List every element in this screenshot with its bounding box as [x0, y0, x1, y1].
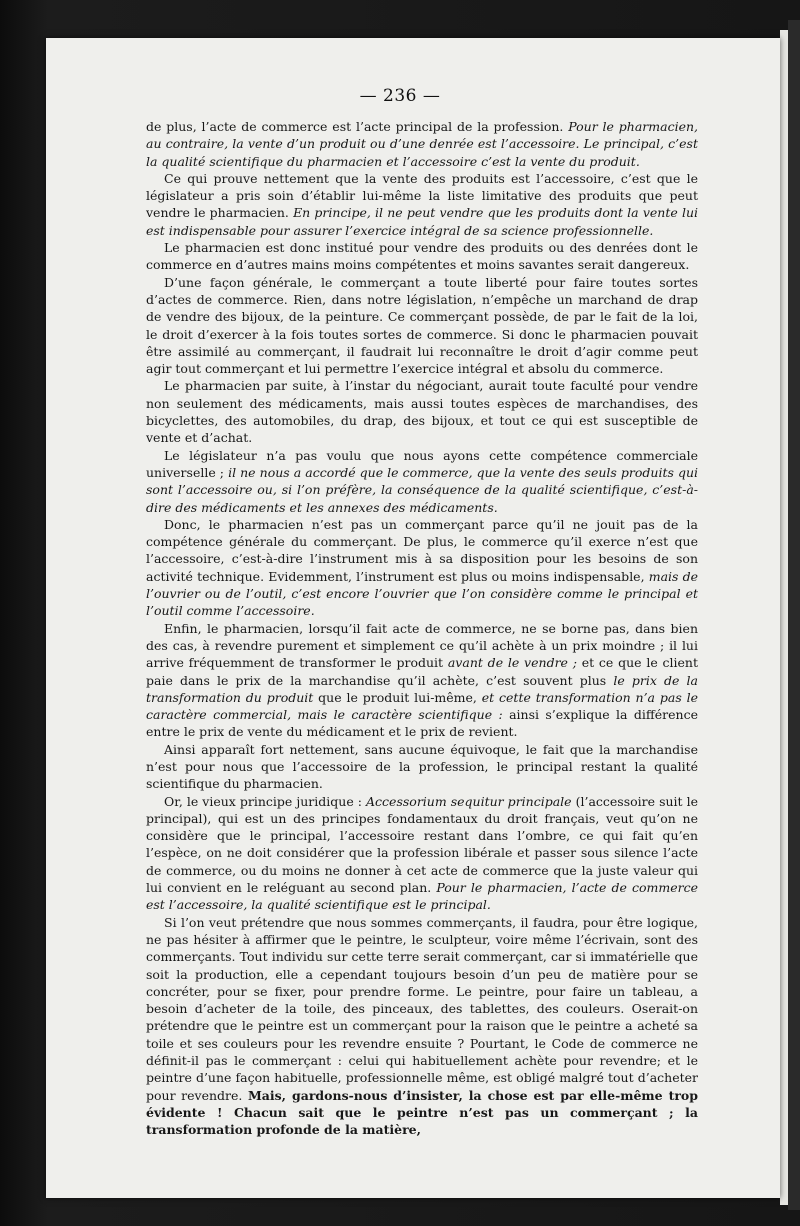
paragraph — [146, 793, 698, 914]
paragraph-text: Le pharmacien par suite, à l’instar du négociant, aurait toute faculté pour vendre non seulement des médicaments, mais aussi toutes espèces de marchandises, des bicyclettes, des automobiles, du drap, des bijoux, et tout ce qui est susceptible de vente et d’achat. — [146, 378, 698, 446]
bold-text: Mais, gardons-nous d’insister, la chose est par elle-même trop évidente ! Chacun sait que le peintre n’est pas un commerçant ; la transformation profonde de la matière, — [146, 1087, 699, 1138]
paragraph — [146, 377, 698, 446]
paragraph-text: D’une façon générale, le commerçant a toute liberté pour faire toutes sortes d’actes de commerce. Rien, dans notre législation, n’empêche un marchand de drap de vendre des bijoux, de la peinture. Ce commerçant possède, de par le fait de la loi, le droit d’exercer à la fois toutes sortes de commerce. Si donc le pharmacien pouvait être assimilé au commerçant, il faudrait lui reconnaître le droit d’agir comme peut agir tout commerçant et lui permettre l’exercice intégral et absolu du commerce. — [146, 274, 698, 377]
paragraph-text: et ce que le client paie dans le prix de la marchandise qu’il achète, c’est souvent plus — [146, 655, 699, 688]
italic-text: avant de le vendre ; — [447, 655, 577, 671]
paragraph-text: Le pharmacien est donc institué pour vendre des produits ou des denrées dont le commerce en d’autres mains moins compétentes et moins savantes serait dangereux. — [146, 240, 698, 273]
italic-text: il ne nous a accordé que le commerce, que la vente des seuls produits qui sont l’accessoire ou, si l’on préfère, la conséquence de la qualité scientifique, c’est-à-dire des médicaments et les annexes des médicaments. — [146, 464, 698, 515]
paragraph-text: Enfin, le pharmacien, lorsqu’il fait acte de commerce, ne se borne pas, dans bien des cas, à revendre purement et simplement ce qu’il achète à un prix moindre ; il lui arrive fréquemment de transformer le produit — [146, 620, 698, 671]
italic-text: Accessorium sequitur principale — [366, 793, 572, 809]
paragraph-text: (l’accessoire suit le principal), qui est un des principes fondamentaux du droit français, veut qu’on ne considère que le principal, l’accessoire restant dans l’ombre, ce qui fait qu’en l’espèce, on ne doit considérer que la profession libérale et passer sous silence l’acte de commerce, ou du moins ne donner à cet acte de commerce que la juste valeur qui lui convient en le reléguant au second plan. — [146, 793, 698, 896]
page-edge — [780, 30, 788, 1205]
page-body-text — [146, 118, 698, 1139]
paragraph-text: de plus, l’acte de commerce est l’acte principal de la profession. — [146, 119, 569, 134]
paragraph-text: Or, le vieux principe juridique : — [164, 793, 367, 809]
book-spine-shadow — [788, 20, 800, 1210]
paragraph — [146, 274, 698, 378]
paragraph-text: que le produit lui-même, — [313, 689, 482, 705]
paragraph — [146, 239, 698, 274]
paragraph-text: Ainsi apparaît fort nettement, sans aucune équivoque, le fait que la marchandise n’est pour nous que l’accessoire de la profession, le principal restant la qualité scientifique du pharmacien. — [146, 741, 698, 792]
paragraph — [146, 741, 698, 793]
paragraph-text: Le législateur n’a pas voulu que nous ayons cette compétence commerciale universelle ; — [146, 447, 698, 480]
paragraph — [146, 516, 698, 620]
italic-text: le prix de la transformation du produit — [146, 672, 698, 705]
paragraph — [146, 620, 698, 741]
paragraph-text: Ce qui prouve nettement que la vente des produits est l’accessoire, c’est que le législateur a pris soin d’établir lui-même la liste limitative des produits que peut vendre le pharmacien. — [146, 170, 698, 221]
paragraph-text: ainsi s’explique la différence entre le prix de vente du médicament et le prix de revient. — [146, 707, 698, 740]
paragraph — [146, 447, 698, 516]
italic-text: mais de l’ouvrier ou de l’outil, c’est encore l’ouvrier que l’on considère comme le principal et l’outil comme l’accessoire. — [146, 568, 698, 619]
paragraph — [146, 118, 698, 170]
paragraph — [146, 914, 698, 1139]
paragraph-text: Donc, le pharmacien n’est pas un commerçant parce qu’il ne jouit pas de la compétence générale du commerçant. De plus, le commerce qu’il exerce n’est que l’accessoire, c’est-à-dire l’instrument mis à sa disposition pour les besoins de son activité technique. Evidemment, l’instrument est plus ou moins indispensable, — [146, 516, 698, 584]
page-number: — 236 — — [359, 86, 441, 106]
italic-text: et cette transformation n’a pas le caractère commercial, mais le caractère scientifique : — [146, 689, 698, 723]
italic-text: Pour le pharmacien, au contraire, la vente d’un produit ou d’une denrée est l’accessoire. Le principal, c’est la qualité scientifique du pharmacien et l’accessoire c’est la vente du produit. — [146, 119, 698, 169]
italic-text: En principe, il ne peut vendre que les produits dont la vente lui est indispensable pour assurer l’exercice intégral de sa science professionnelle. — [146, 205, 698, 238]
paragraph-text: Si l’on veut prétendre que nous sommes commerçants, il faudra, pour être logique, ne pas hésiter à affirmer que le peintre, le sculpteur, voire même l’écrivain, sont des commerçants. Tout individu sur cette terre serait commerçant, car si immatérielle que soit la production, elle a cependant toujours besoin d’un peu de matière pour se concréter, pour se fixer, pour prendre forme. Le peintre, pour faire un tableau, a besoin d’acheter de la toile, des pinceaux, des tablettes, des couleurs. Oserait-on prétendre que le peintre est un commerçant pour la raison que le peintre a acheté sa toile et ses couleurs pour les revendre ensuite ? Pourtant, le Code de commerce ne définit-il pas le commerçant : celui qui habituellement achète pour revendre; et le peintre d’une façon habituelle, professionnelle même, est obligé malgré tout d’acheter pour revendre. — [146, 914, 698, 1103]
italic-text: Pour le pharmacien, l’acte de commerce est l’accessoire, la qualité scientifique est le principal. — [146, 880, 698, 913]
paragraph — [146, 170, 698, 239]
